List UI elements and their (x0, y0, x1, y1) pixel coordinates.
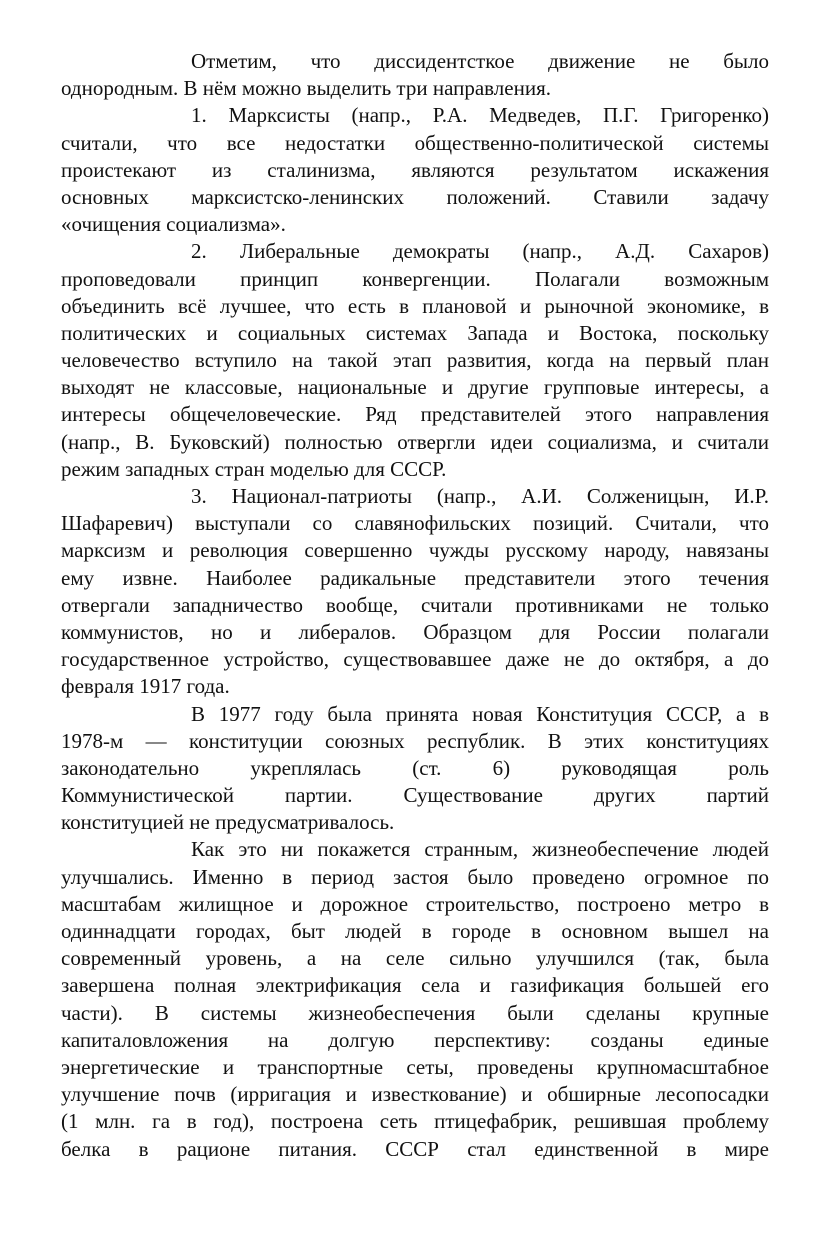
text-line: 1. Марксисты (напр., Р.А. Медведев, П.Г. Григоренко) (191, 103, 769, 128)
paragraph-living-standards (61, 836, 769, 1162)
text-line: «очищения социализма». (61, 212, 286, 237)
document-page (61, 48, 769, 1163)
text-line: Отметим, что диссидентсткое движение не было (191, 49, 769, 73)
text-line: части). В системы жизнеобеспечения были сделаны крупные (61, 1000, 769, 1025)
text-line: проповедовали принцип конвергенции. Полагали возможным (61, 266, 769, 291)
text-line: улучшение почв (ирригация и известкование) и обширные лесопосадки (61, 1082, 769, 1107)
text-line: отвергали западничество вообще, считали противниками не только (61, 592, 769, 617)
text-line: февраля 1917 года. (61, 674, 230, 699)
text-line: В 1977 году была принята новая Конституция СССР, а в (191, 701, 769, 726)
text-line: (1 млн. га в год), построена сеть птицефабрик, решившая проблему (61, 1109, 769, 1134)
text-line: современный уровень, а на селе сильно улучшился (так, была (61, 946, 769, 971)
text-line: человечество вступило на такой этап развития, когда на первый план (61, 348, 769, 373)
text-line: 3. Национал-патриоты (напр., А.И. Солженицын, И.Р. (191, 484, 769, 508)
text-line: энергетические и транспортные сеты, проведены крупномасштабное (61, 1054, 769, 1079)
text-line: Коммунистической партии. Существование других партий (61, 783, 769, 808)
text-line: 2. Либеральные демократы (напр., А.Д. Сахаров) (191, 239, 769, 264)
text-line: интересы общечеловеческие. Ряд представителей этого направления (61, 402, 769, 427)
text-line: проистекают из сталинизма, являются результатом искажения (61, 157, 769, 182)
paragraph-liberals (61, 238, 769, 483)
text-line: одиннадцати городах, быт людей в городе в основном вышел на (61, 919, 769, 943)
text-line: завершена полная электрификация села и газификация большей его (61, 973, 769, 998)
paragraph-nationalists (61, 483, 769, 701)
text-line: законодательно укреплялась (ст. 6) руководящая роль (61, 755, 769, 780)
text-line: политических и социальных системах Запада и Востока, поскольку (61, 320, 769, 345)
paragraph-marxists (61, 102, 769, 238)
text-line: ему извне. Наиболее радикальные представители этого течения (61, 565, 769, 590)
paragraph-constitution (61, 701, 769, 837)
text-line: режим западных стран моделью для СССР. (61, 456, 447, 481)
text-line: основных марксистско-ленинских положений. Ставили задачу (61, 184, 769, 209)
text-line: объединить всё лучшее, что есть в плановой и рыночной экономике, в (61, 293, 769, 318)
text-line: Как это ни покажется странным, жизнеобеспечение людей (191, 837, 769, 862)
text-line: выходят не классовые, национальные и другие групповые интересы, а (61, 375, 769, 400)
text-line: масштабам жилищное и дорожное строительство, построено метро в (61, 891, 769, 916)
text-line: однородным. В нём можно выделить три направления. (61, 76, 551, 101)
text-line: коммунистов, но и либералов. Образцом для России полагали (61, 619, 769, 644)
text-line: считали, что все недостатки общественно-политической системы (61, 130, 769, 155)
paragraph-intro (61, 48, 769, 102)
text-line: конституцией не предусматривалось. (61, 810, 395, 835)
text-line: (напр., В. Буковский) полностью отвергли идеи социализма, и считали (61, 429, 769, 454)
text-line: улучшались. Именно в период застоя было проведено огромное по (61, 864, 769, 889)
text-line: капиталовложения на долгую перспективу: созданы единые (61, 1027, 769, 1052)
text-line: марксизм и революция совершенно чужды русскому народу, навязаны (61, 538, 769, 563)
text-line: 1978-м — конституции союзных республик. В этих конституциях (61, 728, 769, 753)
text-line: Шафаревич) выступали со славянофильских позиций. Считали, что (61, 511, 769, 536)
text-line: белка в рационе питания. СССР стал единственной в мире (61, 1136, 769, 1161)
text-line: государственное устройство, существовавшее даже не до октября, а до (61, 647, 769, 672)
